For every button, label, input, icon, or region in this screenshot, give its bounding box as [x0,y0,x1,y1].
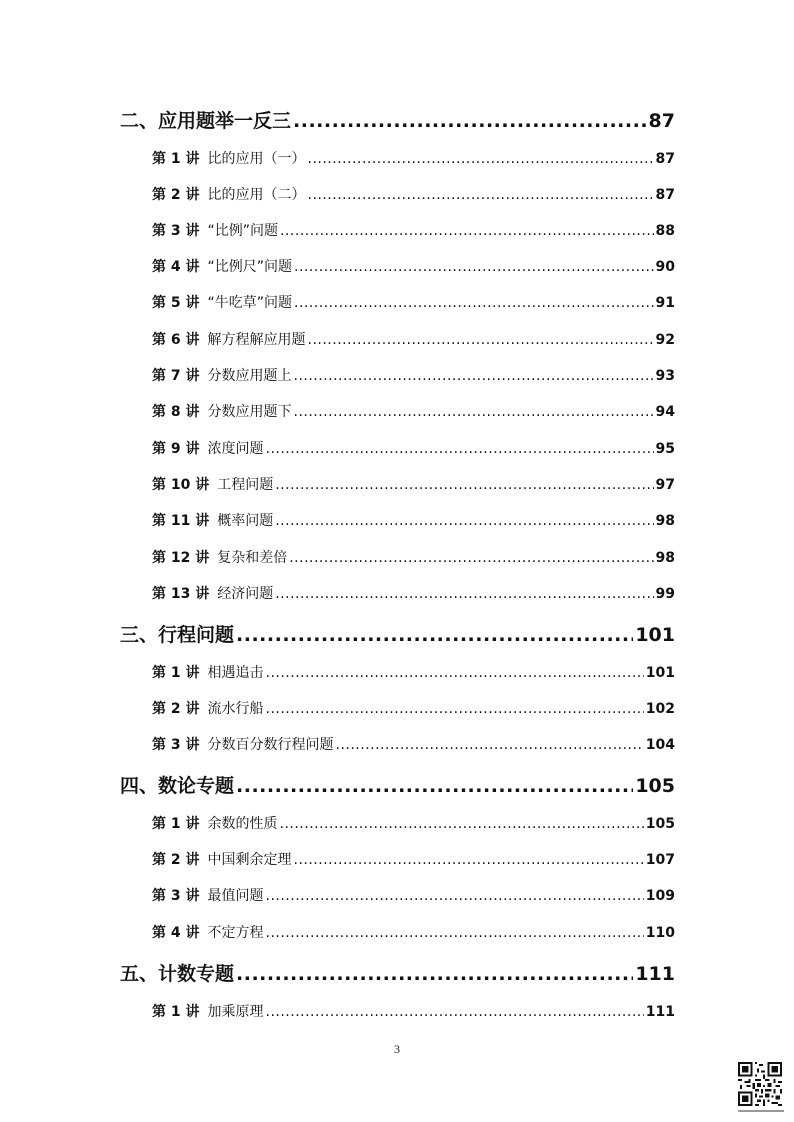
toc-leader [294,368,654,384]
toc-lecture[interactable] [152,474,675,494]
toc-leader [336,737,644,753]
toc-leader [280,816,644,832]
toc-title: 比的应用（二） [207,187,306,203]
toc-title: 不定方程 [207,925,264,941]
toc-page: 111 [635,963,675,985]
toc-title: 分数应用题下 [207,404,292,420]
toc-lecture[interactable] [152,292,675,312]
toc-lecture-num: 第 1 讲 [152,816,200,832]
toc-leader [236,775,633,797]
toc-page: 109 [645,888,675,904]
toc-page: 105 [635,775,675,797]
toc-lecture[interactable] [152,885,675,905]
toc-title: “比例尺”问题 [207,259,293,275]
toc-title: 复杂和差倍 [217,550,288,566]
toc-lecture-num: 第 1 讲 [152,665,200,681]
toc-lecture[interactable] [152,849,675,869]
toc-leader [266,441,654,457]
toc-leader [280,223,654,239]
toc-lecture[interactable] [152,1001,675,1021]
toc-lecture-num: 第 9 讲 [152,441,200,457]
toc-leader [289,550,653,566]
toc-lecture[interactable] [152,662,675,682]
toc-leader [275,586,653,602]
toc-title: 工程问题 [217,477,274,493]
toc-leader [308,332,654,348]
toc-title: “比例”问题 [207,223,279,239]
toc-page: 102 [645,701,675,717]
toc-page: 98 [655,513,675,529]
toc-leader [236,963,633,985]
toc-page: 87 [655,187,675,203]
toc-page: 98 [655,550,675,566]
toc-leader [294,259,654,275]
toc-lecture-num: 第 4 讲 [152,925,200,941]
toc-lecture[interactable] [152,148,675,168]
toc-lecture-num: 第 5 讲 [152,295,200,311]
toc-page: 107 [645,852,675,868]
toc-lecture-num: 第 3 讲 [152,888,200,904]
toc-lecture-num: 第 11 讲 [152,513,210,529]
toc-title: 分数应用题上 [207,368,292,384]
toc-lecture[interactable] [152,256,675,276]
toc-title: 五、计数专题 [120,963,235,985]
page-number: 3 [394,1042,400,1056]
toc-leader [294,404,654,420]
toc-leader [308,151,654,167]
toc-lecture-num: 第 2 讲 [152,852,200,868]
toc-lecture-num: 第 6 讲 [152,332,200,348]
toc-leader [294,852,644,868]
toc-section[interactable] [120,959,675,986]
toc-lecture[interactable] [152,329,675,349]
toc-lecture[interactable] [152,813,675,833]
toc-title: 流水行船 [207,701,264,717]
toc-leader [294,295,654,311]
toc-lecture[interactable] [152,698,675,718]
toc-page: 101 [635,624,675,646]
toc-title: 加乘原理 [207,1004,264,1020]
toc-page: 90 [655,259,675,275]
toc-leader [236,624,633,646]
toc-page: 111 [645,1004,675,1020]
toc-section[interactable] [120,620,675,647]
toc-leader [266,925,644,941]
toc-page: 110 [645,925,675,941]
toc-lecture[interactable] [152,220,675,240]
toc-title: 最值问题 [207,888,264,904]
toc-lecture-num: 第 3 讲 [152,737,200,753]
toc-page: 93 [655,368,675,384]
toc-page: 95 [655,441,675,457]
toc-page: 105 [645,816,675,832]
toc-lecture-num: 第 4 讲 [152,259,200,275]
toc-section[interactable] [120,106,675,133]
toc-lecture-num: 第 7 讲 [152,368,200,384]
toc-title: 四、数论专题 [120,775,235,797]
toc-page: 87 [648,110,675,132]
toc-leader [266,701,644,717]
toc-leader [293,110,647,132]
toc-page: 87 [655,151,675,167]
toc-title: 三、行程问题 [120,624,235,646]
toc-lecture-num: 第 3 讲 [152,223,200,239]
toc-lecture-num: 第 2 讲 [152,701,200,717]
toc-page: 101 [645,665,675,681]
toc-title: 中国剩余定理 [207,852,292,868]
toc-section[interactable] [120,771,675,798]
toc-lecture-num: 第 8 讲 [152,404,200,420]
toc-lecture[interactable] [152,401,675,421]
toc-page: 97 [655,477,675,493]
toc-title: 二、应用题举一反三 [120,110,292,132]
toc-leader [266,665,644,681]
toc-lecture-num: 第 13 讲 [152,586,210,602]
toc-lecture[interactable] [152,547,675,567]
toc-title: 相遇追击 [207,665,264,681]
toc-lecture[interactable] [152,583,675,603]
toc-lecture-num: 第 2 讲 [152,187,200,203]
toc-leader [266,1004,644,1020]
toc-leader [308,187,654,203]
toc-page: 104 [645,737,675,753]
toc-title: “牛吃草”问题 [207,295,293,311]
qr-code-icon [738,1062,782,1106]
toc-lecture-num: 第 1 讲 [152,151,200,167]
toc-lecture[interactable] [152,365,675,385]
toc-title: 浓度问题 [207,441,264,457]
toc-page: 92 [655,332,675,348]
toc-lecture[interactable] [152,184,675,204]
toc-title: 分数百分数行程问题 [207,737,334,753]
toc-leader [266,888,644,904]
toc-page: 91 [655,295,675,311]
qr-caption-graphic [736,1108,786,1114]
toc-title: 余数的性质 [207,816,278,832]
toc-lecture-num: 第 12 讲 [152,550,210,566]
toc-title: 解方程解应用题 [207,332,306,348]
toc-lecture[interactable] [152,922,675,942]
toc-leader [275,477,653,493]
toc-page: 94 [655,404,675,420]
toc-page: 99 [655,586,675,602]
toc-lecture[interactable] [152,510,675,530]
toc-lecture[interactable] [152,734,675,754]
toc-leader [275,513,653,529]
toc-lecture-num: 第 1 讲 [152,1004,200,1020]
toc-lecture-num: 第 10 讲 [152,477,210,493]
toc-page: 88 [655,223,675,239]
toc-title: 概率问题 [217,513,274,529]
toc-lecture[interactable] [152,438,675,458]
toc-title: 比的应用（一） [207,151,306,167]
toc-title: 经济问题 [217,586,274,602]
